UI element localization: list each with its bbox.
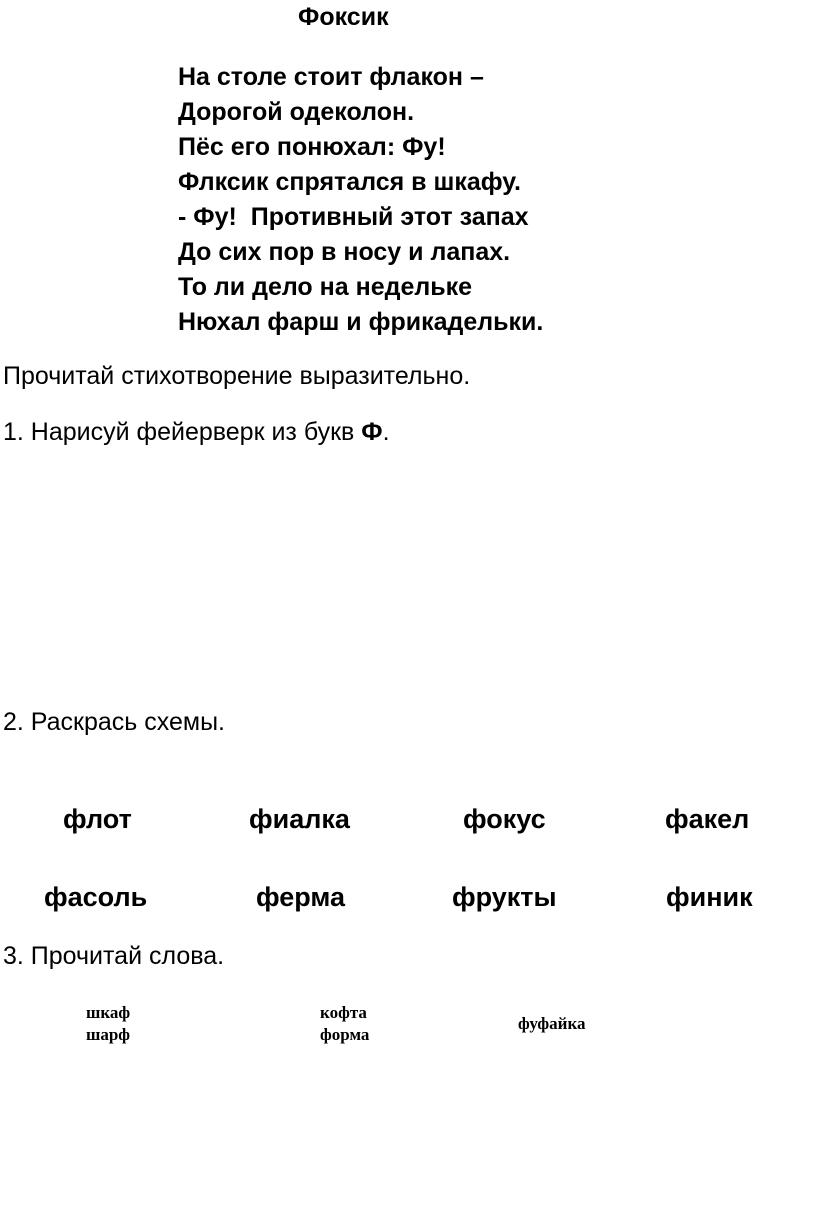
word-column-1 xyxy=(86,1002,130,1046)
task-1-end: . xyxy=(382,418,390,446)
task-2: 2. Раскрась схемы. xyxy=(3,708,225,736)
word-item: факел xyxy=(665,804,750,834)
poem xyxy=(178,60,543,340)
poem-line: Нюхал фарш и фрикадельки. xyxy=(178,308,544,336)
task-3: 3. Прочитай слова. xyxy=(3,942,225,970)
poem-line: До сих пор в носу и лапах. xyxy=(178,238,511,266)
poem-line: Флксик спрятался в шкафу. xyxy=(178,168,521,196)
word-item: фиалка xyxy=(249,804,350,834)
poem-line: - Фу! Противный этот запах xyxy=(178,203,529,231)
word-column-2 xyxy=(320,1002,369,1046)
task-1 xyxy=(3,418,390,447)
word-item: фрукты xyxy=(452,882,557,912)
word-column-3 xyxy=(518,1013,586,1035)
poem-line: То ли дело на недельке xyxy=(178,273,473,301)
task-1-text: 1. Нарисуй фейерверк из букв xyxy=(3,418,362,446)
word-item: шарф xyxy=(86,1025,131,1044)
word-item: фокус xyxy=(463,804,546,834)
word-item: фуфайка xyxy=(518,1014,586,1033)
word-item: флот xyxy=(63,804,132,834)
word-item: финик xyxy=(666,882,753,912)
page-title: Фоксик xyxy=(298,3,389,31)
task-1-letter: Ф xyxy=(361,418,383,446)
poem-line: Дорогой одеколон. xyxy=(178,98,415,126)
word-item: кофта xyxy=(320,1003,367,1022)
word-item: шкаф xyxy=(86,1003,131,1022)
word-item: фасоль xyxy=(44,882,148,912)
word-item: форма xyxy=(320,1025,370,1044)
poem-line: Пёс его понюхал: Фу! xyxy=(178,133,446,161)
word-item: ферма xyxy=(256,882,346,912)
poem-line: На столе стоит флакон – xyxy=(178,63,484,91)
instruction: Прочитай стихотворение выразительно. xyxy=(3,362,471,390)
